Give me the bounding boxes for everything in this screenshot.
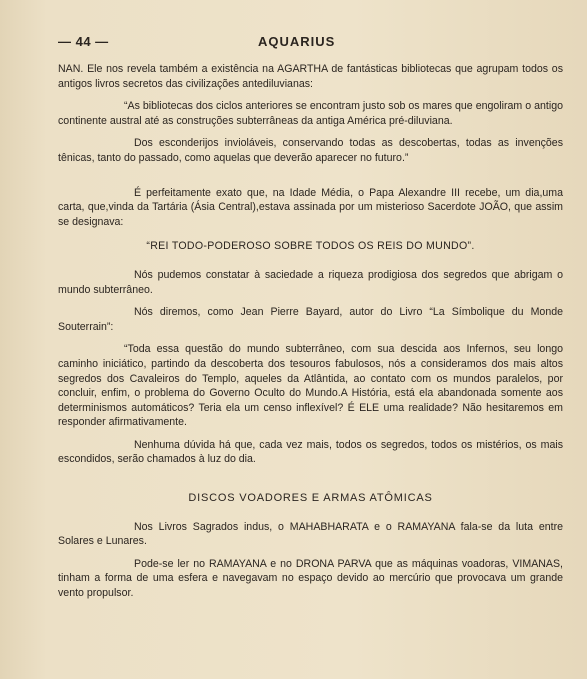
page-number: — 44 — [58,34,109,49]
running-title: AQUARIUS [258,34,336,49]
quote-paragraph-1: “As bibliotecas dos ciclos anteriores se encontram justo sob os mares que engoliram o antigo continente austral até as construções subterrâneas da antiga América pré-diluviana. [58,100,563,127]
page-body [58,62,563,609]
paragraph-2: É perfeitamente exato que, na Idade Média, o Papa Alexandre III recebe, um dia,uma carta, que,vinda da Tartária (Ásia Central),estava assinada por um misterioso Sacerdote JOÃO, que assim se designava: [58,186,563,228]
paragraph-7: Pode-se ler no RAMAYANA e no DRONA PARVA que as máquinas voadoras, VIMANAS, tinham a forma de uma esfera e navegavam no espaço devido ao mercúrio que provocava um grande vento propulsor. [58,557,563,600]
bayard-quote: “Toda essa questão do mundo subterrâneo, com sua descida aos Infernos, seu longo caminho iniciático, partindo da descoberta dos tesouros fabulosos, nós a consideramos dos mais altos segredos dos Cavaleiros do Templo, aqueles da Atlântida, ao contato com os mundos paralelos, por concluir, enfim, o problema do Governo Oculto do Mundo.A História, está ela abandonada somente aos determinismos automáticos? Teria ela um censo inflexível? É ELE uma realidade? Não hesitaremos em responder afirmativamente. [58,343,563,429]
paragraph-6: Nos Livros Sagrados indus, o MAHABHARATA e o RAMAYANA fala-se da luta entre Solares e Lunares. [58,520,563,548]
paragraph-3: Nós pudemos constatar à saciedade a riqueza prodigiosa dos segredos que abrigam o mundo subterrâneo. [58,268,563,296]
royal-title-quote: “REI TODO-PODEROSO SOBRE TODOS OS REIS DO MUNDO”. [146,240,475,253]
paragraph-5: Nenhuma dúvida há que, cada vez mais, todos os segredos, todos os mistérios, os mais escondidos, serão chamados à luz do dia. [58,438,563,466]
page-header [58,34,547,52]
section-heading: DISCOS VOADORES E ARMAS ATÔMICAS [188,492,433,505]
paragraph-4: Nós diremos, como Jean Pierre Bayard, autor do Livro “La Símbolique du Monde Souterrain”: [58,306,563,333]
paragraph-1: NAN. Ele nos revela também a existência na AGARTHA de fantásticas bibliotecas que agrupam todos os antigos livros secretos das civilizações antediluvianas: [58,63,563,90]
quote-paragraph-2: Dos esconderijos invioláveis, conservando todas as descobertas, todas as invenções tênicas, tanto do passado, como aquelas que deverão aparecer no futuro.” [58,137,563,164]
